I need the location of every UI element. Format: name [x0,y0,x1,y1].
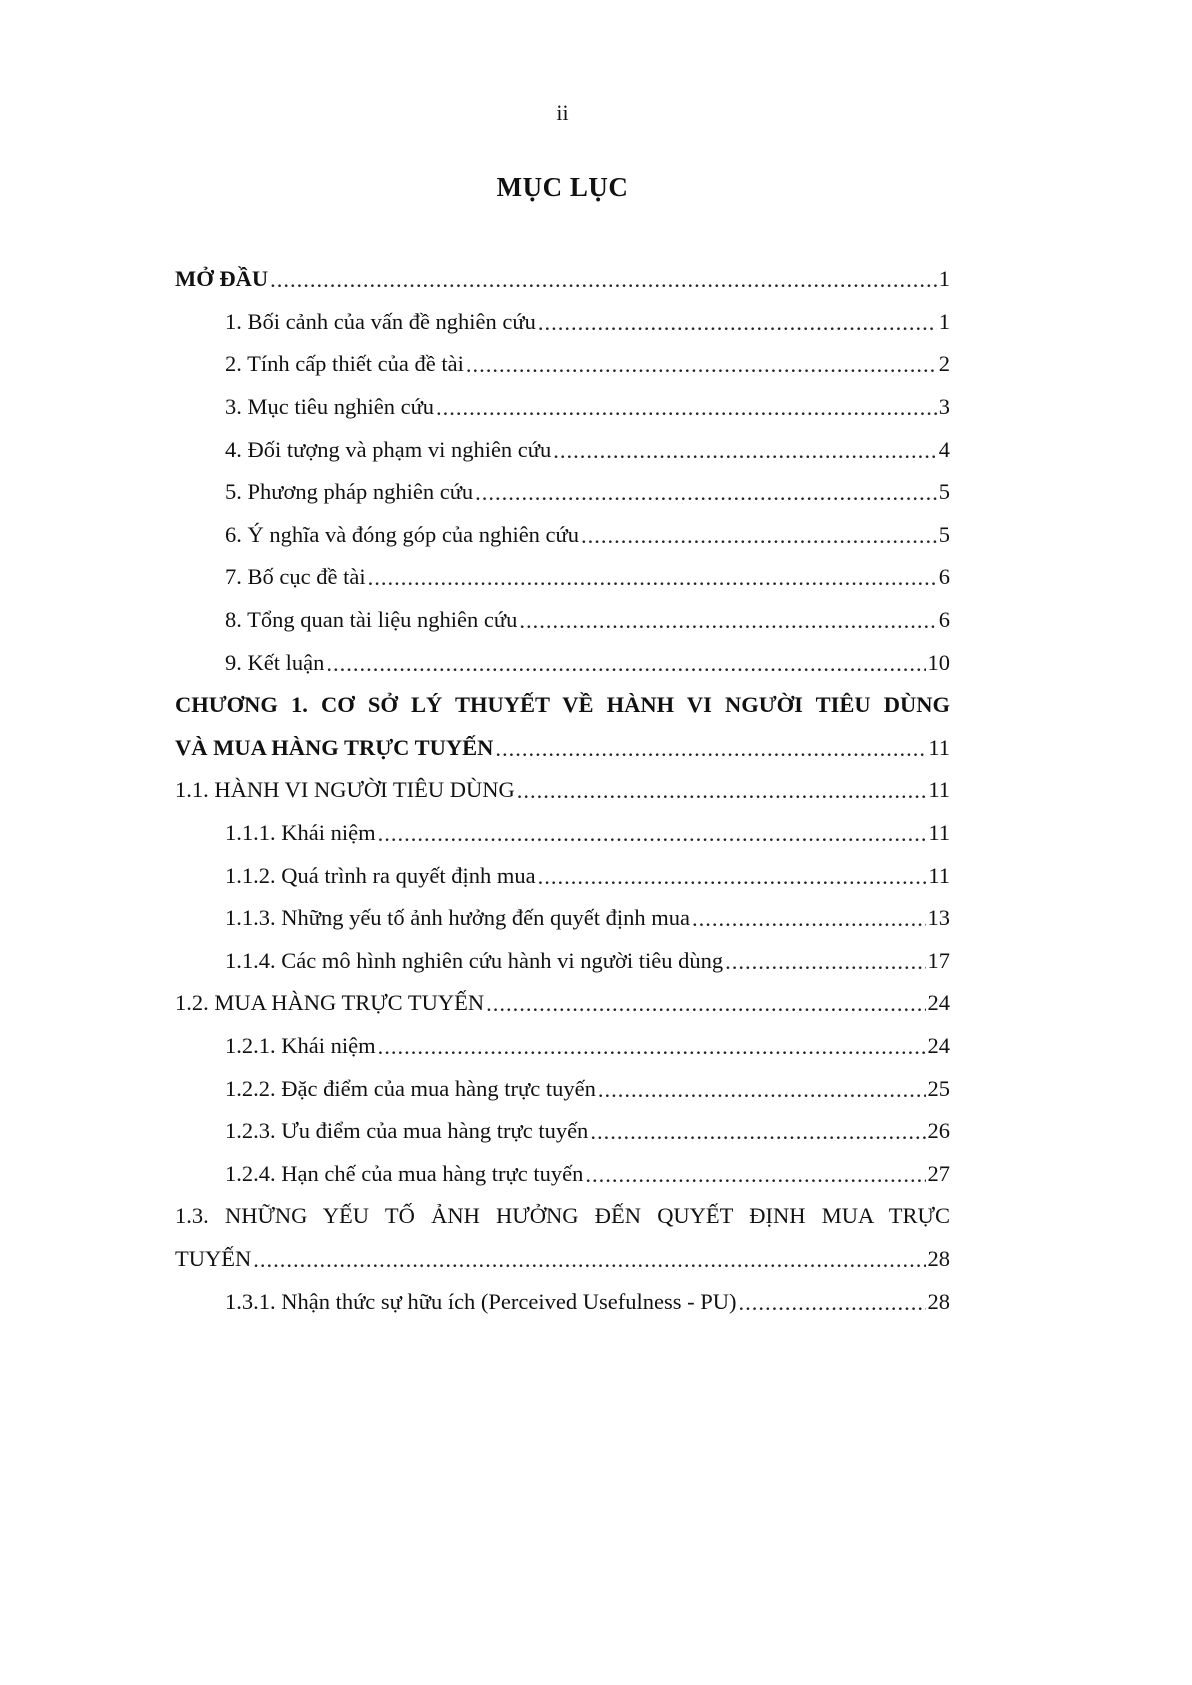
dot-leader [590,1119,925,1145]
toc-entry-label: VÀ MUA HÀNG TRỰC TUYẾN [175,734,494,760]
dot-leader [486,991,925,1017]
toc-entry-page: 1 [938,266,950,292]
dot-leader [466,352,937,378]
toc-entry-label: 1.1.3. Những yếu tố ảnh hưởng đến quyết định mua [225,905,690,931]
toc-entry-page: 24 [927,1032,950,1058]
toc-entry-label: 1.1.1. Khái niệm [225,820,376,846]
toc-entry-page: 3 [938,394,950,420]
toc-entry-page: 24 [927,990,950,1016]
toc-entry-page: 1 [938,308,950,334]
toc-entry-label: 1.2.4. Hạn chế của mua hàng trực tuyến [225,1160,584,1186]
toc-entry-label: 6. Ý nghĩa và đóng góp của nghiên cứu [225,521,579,547]
toc-entry[interactable] [175,599,950,642]
toc-entry[interactable] [175,301,950,344]
toc-entry[interactable] [175,982,950,1025]
toc-entry[interactable] [175,1280,950,1323]
toc-entry[interactable] [175,1238,950,1281]
toc-entry-page: 13 [927,905,950,931]
toc-entry[interactable] [175,1025,950,1068]
toc-entry[interactable] [175,1067,950,1110]
toc-entry-page: 28 [927,1245,950,1271]
toc-entry-label: 7. Bố cục đề tài [225,564,366,590]
toc-entry[interactable] [175,514,950,557]
toc-entry-page: 11 [928,734,950,760]
toc-entry-label: 1.1.2. Quá trình ra quyết định mua [225,862,536,888]
toc-entry-label: 1.1.4. Các mô hình nghiên cứu hành vi người tiêu dùng [225,947,724,973]
dot-leader [436,395,937,421]
toc-entry[interactable] [175,343,950,386]
toc-entry[interactable] [175,1152,950,1195]
toc-entry[interactable] [175,684,950,727]
toc-entry[interactable] [175,386,950,429]
toc-entry-page: 17 [927,947,950,973]
toc-entry-page: 6 [938,564,950,590]
dot-leader [538,310,937,336]
dot-leader [495,736,926,762]
toc-entry-label: TUYẾN [175,1245,252,1271]
toc-entry-page: 27 [927,1160,950,1186]
toc-entry-page: 28 [927,1288,950,1314]
toc-entry-label: 1.2.1. Khái niệm [225,1032,376,1058]
toc-entry-page: 11 [928,777,950,803]
dot-leader [270,267,937,293]
toc-entry-page: 6 [938,607,950,633]
dot-leader [475,480,937,506]
toc-entry[interactable] [175,556,950,599]
toc-entry-label: 3. Mục tiêu nghiên cứu [225,394,435,420]
dot-leader [253,1247,925,1273]
toc-entry-page: 4 [938,436,950,462]
toc-entry-label: CHƯƠNG 1. CƠ SỞ LÝ THUYẾT VỀ HÀNH VI NGƯỜI TIÊU DÙNG [175,692,950,718]
dot-leader [517,778,927,804]
dot-leader [738,1290,925,1316]
toc-entry-page: 5 [938,479,950,505]
dot-leader [692,906,926,932]
toc-entry-page: 5 [938,521,950,547]
toc-entry-label: 1.2.2. Đặc điểm của mua hàng trực tuyến [225,1075,596,1101]
dot-leader [725,949,925,975]
page-number: ii [556,100,569,125]
toc-entry-label: MỞ ĐẦU [175,266,269,292]
toc-entry[interactable] [175,854,950,897]
toc-entry-page: 25 [927,1075,950,1101]
table-of-contents [175,258,950,1323]
toc-entry[interactable] [175,258,950,301]
toc-entry-label: 9. Kết luận [225,649,325,675]
toc-entry-page: 26 [927,1118,950,1144]
dot-leader [581,523,937,549]
dot-leader [326,651,925,677]
toc-title: MỤC LỤC [496,172,629,202]
toc-entry[interactable] [175,428,950,471]
dot-leader [378,821,927,847]
dot-leader [368,565,937,591]
toc-entry[interactable] [175,641,950,684]
toc-entry-label: 1.1. HÀNH VI NGƯỜI TIÊU DÙNG [175,777,515,803]
dot-leader [378,1034,926,1060]
toc-entry-page: 11 [928,820,950,846]
toc-entry-label: 5. Phương pháp nghiên cứu [225,479,474,505]
toc-entry[interactable] [175,812,950,855]
toc-entry[interactable] [175,1110,950,1153]
toc-entry[interactable] [175,471,950,514]
dot-leader [598,1077,926,1103]
toc-entry-label: 2. Tính cấp thiết của đề tài [225,351,464,377]
dot-leader [585,1162,925,1188]
toc-entry-page: 11 [928,862,950,888]
toc-entry-label: 1.2.3. Ưu điểm của mua hàng trực tuyến [225,1118,589,1144]
dot-leader [538,864,927,890]
toc-entry-label: 4. Đối tượng và phạm vi nghiên cứu [225,436,552,462]
dot-leader [553,438,937,464]
toc-entry[interactable] [175,940,950,983]
toc-entry-label: 1.2. MUA HÀNG TRỰC TUYẾN [175,990,485,1016]
toc-entry[interactable] [175,727,950,770]
toc-entry-label: 8. Tổng quan tài liệu nghiên cứu [225,607,518,633]
toc-entry-label: 1.3. NHỮNG YẾU TỐ ẢNH HƯỞNG ĐẾN QUYẾT ĐỊNH MUA TRỰC [175,1203,950,1229]
toc-entry[interactable] [175,1195,950,1238]
toc-entry-page: 10 [927,649,950,675]
toc-entry[interactable] [175,897,950,940]
toc-entry-label: 1. Bối cảnh của vấn đề nghiên cứu [225,308,536,334]
toc-entry-label: 1.3.1. Nhận thức sự hữu ích (Perceived Usefulness - PU) [225,1288,737,1314]
toc-entry-page: 2 [938,351,950,377]
toc-entry[interactable] [175,769,950,812]
dot-leader [519,608,936,634]
